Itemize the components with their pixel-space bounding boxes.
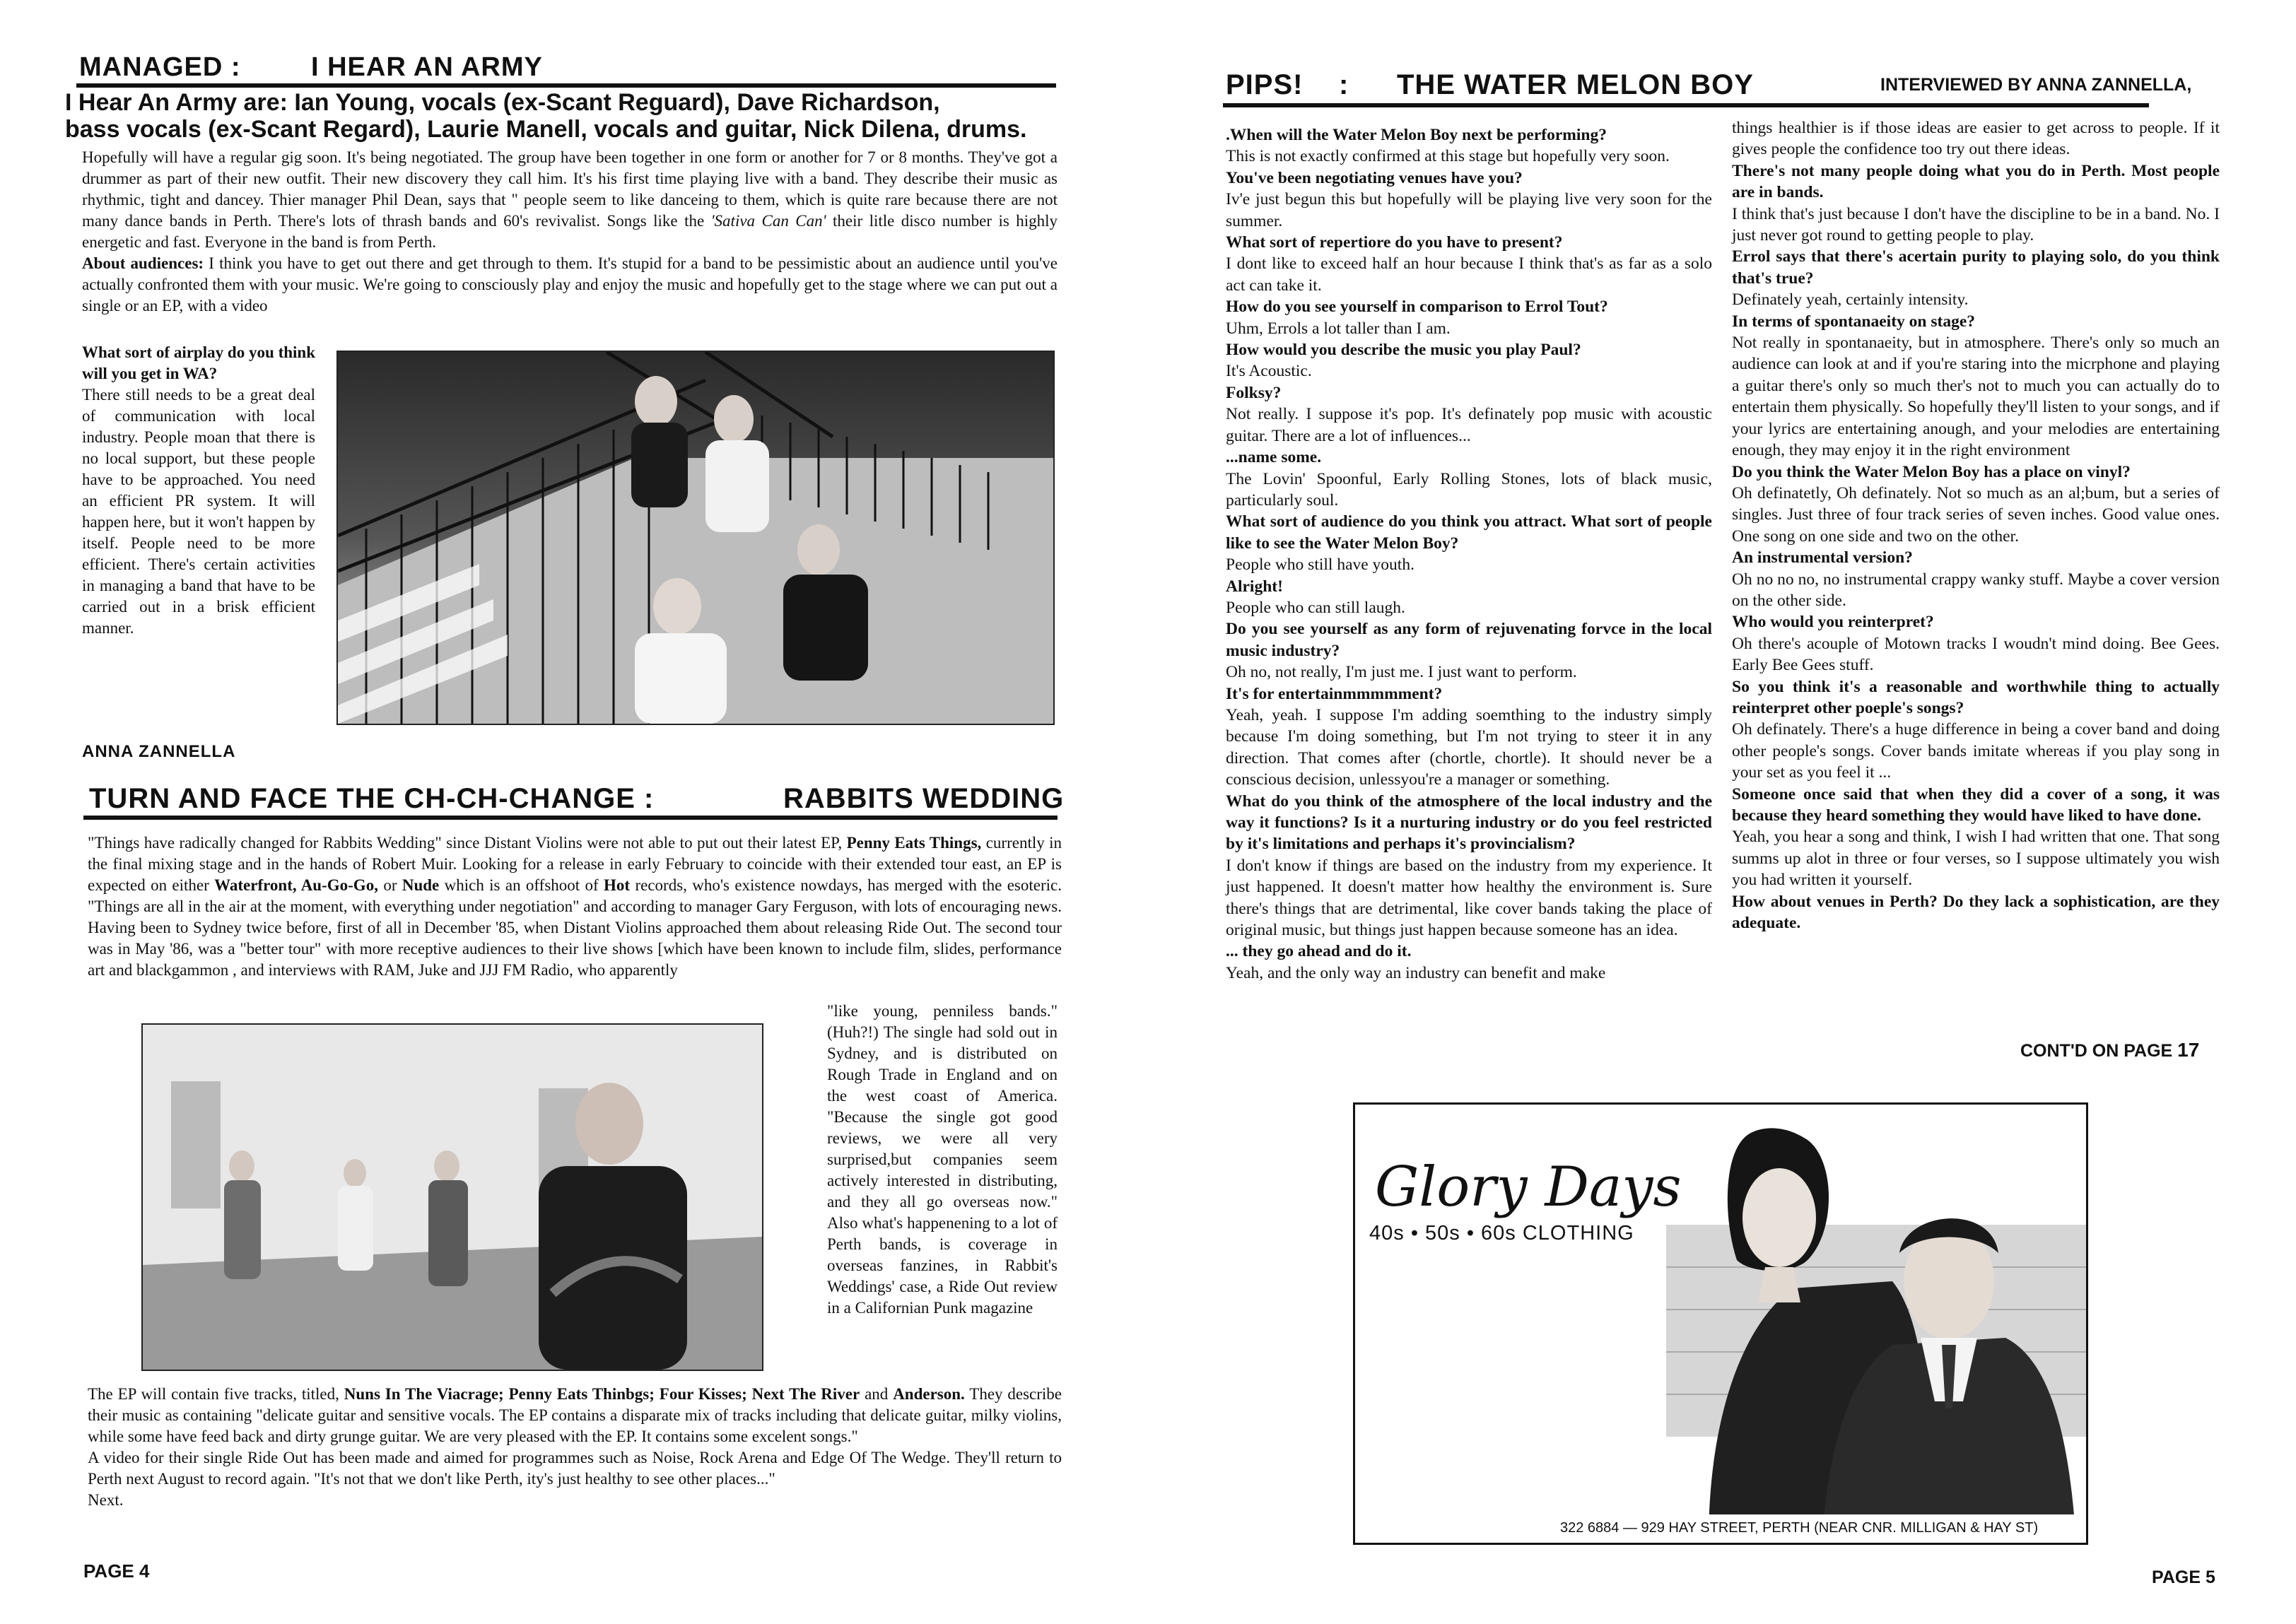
interview-answer: Yeah, yeah. I suppose I'm adding soemthing to the industry simply because I'm doing something, but I'm not trying to steer it in any direction. That comes after (chortle, chortle). It should never be a conscious decision, unlessyou're a manager or something. — [1226, 705, 1712, 789]
interview-answer: Iv'e just begun this but hopefully will be playing live very soon for the summer. — [1226, 190, 1712, 230]
interview-question: ... they go ahead and do it. — [1226, 942, 1412, 961]
ad-address: 322 6884 — 929 HAY STREET, PERTH (NEAR CNR. MILLIGAN & HAY ST) — [1560, 1520, 2039, 1536]
header-rule-2 — [83, 816, 1058, 820]
interview-question: Who would you reinterpret? — [1732, 613, 1934, 632]
photo-illustration-2 — [143, 1025, 762, 1370]
continued-label: CONT'D ON PAGE — [2020, 1041, 2173, 1061]
interview-question: Folksy? — [1226, 383, 1282, 402]
section-label-managed: MANAGED : — [79, 52, 241, 82]
band-photo-stairs — [336, 351, 1055, 725]
header-rule — [76, 83, 1056, 88]
interview-answer: Oh no no no, no instrumental crappy wanky stuff. Maybe a cover version on the other side. — [1732, 570, 2220, 610]
page-number-right: PAGE 5 — [2152, 1567, 2215, 1587]
ad-title: Glory Days — [1375, 1155, 1682, 1219]
interview-question: ...name some. — [1226, 448, 1322, 467]
article-title-army: I HEAR AN ARMY — [311, 52, 543, 82]
continued-page: 17 — [2177, 1039, 2200, 1061]
interview-answer: Uhm, Errols a lot taller than I am. — [1226, 319, 1451, 338]
interview-question: There's not many people doing what you do in Perth. Most people are in bands. — [1732, 161, 2220, 202]
interview-column-1 — [1226, 124, 1712, 984]
interview-question: What do you think of the atmosphere of the local industry and the way it functions? Is it a nurturing industry or do you feel restricted by it's limitations and perhaps it's provincialism? — [1226, 792, 1712, 854]
continued-note — [2020, 1039, 2199, 1061]
rabbits-video-para: A video for their single Ride Out has been made and aimed for programmes such as Noise, Rock Arena and Edge Of The Wedge. They'll return to Perth next August to record again. "It's not that we don't like Perth, ity's just healthy to see other places..." — [88, 1449, 1062, 1488]
article-title-rabbits-left: TURN AND FACE THE CH-CH-CHANGE : — [89, 783, 655, 814]
interview-byline: INTERVIEWED BY ANNA ZANNELLA, — [1880, 75, 2192, 95]
interview-answer: People who still have youth. — [1226, 555, 1414, 575]
interview-question: How would you describe the music you play Paul? — [1226, 341, 1581, 360]
interview-answer: Oh definately. There's a huge difference in being a cover band and doing other people's songs. Cover bands imitate whereas if you play song in your set as you feel it ... — [1732, 720, 2220, 782]
rabbits-para-1: "Things have radically changed for Rabbits Wedding" since Distant Violins were not able to put out their latest EP, Penny Eats Things, currently in the final mixing stage and in the hands of Robert Muir. Looking for a release in early February to coincide with their extended tour east, an EP is expected on either Waterfront, Au-Go-Go, or Nude which is an offshoot of Hot records, who's existence nowdays, has merged with the esoteric. "Things are all in the air at the moment, with everything under negotiation" and according to manager Gary Ferguson, with lots of encouraging news. Having been to Sydney twice before, first of all in December '85, when Distant Violins approached them about releasing Ride Out. The second tour was in May '86, was a "better tour" with more receptive audiences to their live shows [which have been known to include film, slides, performance art and blackgammon , and interviews with RAM, Juke and JJJ FM Radio, who apparently — [88, 834, 1062, 979]
interview-answer: It's Acoustic. — [1226, 362, 1312, 381]
interview-question: Do you think the Water Melon Boy has a place on vinyl? — [1732, 462, 2131, 481]
glory-days-ad — [1353, 1102, 2088, 1545]
army-airplay — [82, 342, 315, 639]
interview-answer: Oh definatetly, Oh definately. Not so much as an al;bum, but a series of singles. Just three of four track series of seven inches. Good value ones. One song on one side and two on the other. — [1732, 483, 2220, 546]
interview-question: Errol says that there's acertain purity to playing solo, do you think that's true? — [1732, 247, 2220, 288]
interview-question: How about venues in Perth? Do they lack a sophistication, are they adequate. — [1732, 892, 2220, 933]
interview-question: What sort of audience do you think you attract. What sort of people like to see the Water Melon Boy? — [1226, 512, 1712, 553]
interview-answer: The Lovin' Spoonful, Early Rolling Stones, lots of black music, particularly soul. — [1226, 469, 1712, 510]
interview-question: How do you see yourself in comparison to Errol Tout? — [1226, 298, 1608, 317]
ad-tagline: 40s • 50s • 60s CLOTHING — [1369, 1222, 1634, 1245]
article-title-watermelon: THE WATER MELON BOY — [1397, 69, 1754, 100]
interview-answer: Yeah, and the only way an industry can benefit and make — [1226, 963, 1606, 982]
army-lineup — [65, 89, 1069, 143]
interview-question: .When will the Water Melon Boy next be performing? — [1226, 126, 1607, 144]
interview-question: It's for entertainmmmmment? — [1226, 684, 1443, 703]
page-number-left: PAGE 4 — [83, 1560, 150, 1582]
interview-answer: I dont like to exceed half an hour because I think that's as far as a solo act can take it. — [1226, 254, 1712, 295]
lineup-line-2: bass vocals (ex-Scant Regard), Laurie Manell, vocals and guitar, Nick Dilena, drums. — [65, 116, 1027, 143]
interview-answer: Not really in spontanaeity, but in atmosphere. There's only so much an audience can look at and if you're staring into the micrphone and playing a guitar there's only so much ther's not to much you can actually do to entertain them physically. So hopefully they'll listen to your songs, and if your lyrics are entertaining anough, and your melodies are entertaining enough, they may enjoy it in the right environment — [1732, 334, 2220, 460]
interview-answer: This is not exactly confirmed at this stage but hopefully very soon. — [1226, 147, 1670, 166]
interview-answer: things healthier is if those ideas are easier to get across to people. If it gives people the confidence too try out there ideas. — [1732, 119, 2220, 159]
interview-question: In terms of spontanaeity on stage? — [1732, 312, 1976, 331]
header-rule-3 — [1223, 103, 2149, 107]
interview-question: You've been negotiating venues have you? — [1226, 168, 1523, 187]
interview-answer: Oh there's acouple of Motown tracks I woudn't mind doing. Bee Gees. Early Bee Gees stuff. — [1732, 634, 2220, 675]
interview-answer: Oh no, not really, I'm just me. I just want to perform. — [1226, 663, 1577, 682]
interview-column-2 — [1732, 117, 2220, 934]
song-title: 'Sativa Can Can' — [710, 212, 826, 230]
army-intro: Hopefully will have a regular gig soon. It's being negotiated. The group have been together in one form or another for 7 or 8 months. They've got a drummer as part of their new outfit. Their new discovery they call him. It's his first time playing live with a band. They describe their music as rhythmic, tight and dancey. Thier manager Phil Dean, says that " people seem to like danceing to them, which is quite rare because there are not many dance bands in Perth. There's lots of thrash bands and 60's revivalist. Songs like the 'Sativa Can Can' their litle disco number is highly energetic and fast. Everyone in the band is from Perth. About audiences: I think you have to get out there and get through to them. It's stupid for a band to be pessimistic about an audience until you've actually confronted them with your music. We're going to consciously play and enjoy the music and hopefully get to the stage where we can put out a single or an EP, with a video — [82, 148, 1058, 314]
interview-answer: People who can still laugh. — [1226, 598, 1405, 617]
rabbits-next: Next. — [88, 1491, 124, 1509]
lineup-line-1: I Hear An Army are: Ian Young, vocals (ex-Scant Reguard), Dave Richardson, — [65, 89, 940, 116]
interview-question: An instrumental version? — [1732, 548, 1913, 567]
rabbits-ep-para: The EP will contain five tracks, titled, Nuns In The Viacrage; Penny Eats Thinbgs; Four Kisses; Next The River and Anderson. They describe their music as containing "delicate guitar and sensitive vocals. The EP contains a disparate mix of tracks including that delicate guitar, milky violins, while some have feed back and dirty grunge guitar. We are very pleased with the EP. It contains some excelent songs." A video for their single Ride Out has been made and aimed for programmes such as Noise, Rock Arena and Edge Of The Wedge. They'll return to Perth next August to record again. "It's not that we don't like Perth, ity's just healthy to see other places..." Next. — [88, 1384, 1062, 1511]
interview-answer: I think that's just because I don't have the discipline to be in a band. No. I just never got round to getting people to play. — [1732, 204, 2220, 245]
section-label-pips: PIPS! — [1226, 69, 1304, 100]
interview-question: What sort of repertiore do you have to present? — [1226, 233, 1563, 252]
interview-question: Someone once said that when they did a cover of a song, it was because they heard something they would have liked to have done. — [1732, 784, 2220, 825]
interview-answer: Definately yeah, certainly intensity. — [1732, 290, 1969, 310]
answer: There still needs to be a great deal of communication with local industry. People moan that there is no local support, but these people have to be approached. You need an efficient PR system. It will happen here, but it won't happen by itself. People need to be more efficient. There's certain activities in managing a band that have to be carried out in a brisk efficient manner. — [82, 386, 315, 637]
photo-illustration — [338, 352, 1053, 724]
question: What sort of airplay do you think will you get in WA? — [82, 343, 315, 382]
page-5 — [1148, 0, 2296, 1624]
interview-question: Alright! — [1226, 577, 1283, 596]
header-colon: : — [1339, 69, 1349, 100]
army-byline: ANNA ZANNELLA — [82, 742, 236, 761]
interview-answer: Yeah, you hear a song and think, I wish I had written that one. That song summs up alot in three or four verses, so I suppose ultimately you wish you had written it yourself. — [1732, 828, 2220, 890]
interview-answer: I don't know if things are based on the industry from my experience. It just happened. It doesn't matter how healthy the environment is. Sure there's things that are detrimental, like cover bands taking the place of original music, but things just happen because someone has an idea. — [1226, 856, 1712, 940]
article-title-rabbits-right: RABBITS WEDDING — [783, 783, 1065, 814]
interview-answer: Not really. I suppose it's pop. It's definately pop music with acoustic guitar. There are a lot of influences... — [1226, 405, 1712, 445]
rabbits-photo — [141, 1023, 763, 1371]
rabbits-sidebar-text: "like young, penniless bands." (Huh?!) The single had sold out in Sydney, and is distributed on Rough Trade in England and on the west coast of America. "Because the single got good reviews, we were all very surprised,but companies seem actively interested in distributing, and they all go overseas now." Also what's happenening to a lot of Perth bands, is coverage in overseas fanzines, in Rabbit's Weddings' case, a Ride Out review in a Californian Punk magazine — [827, 1002, 1058, 1317]
interview-question: So you think it's a reasonable and worthwhile thing to actually reinterpret other poeple's songs? — [1732, 677, 2220, 717]
interview-question: Do you see yourself as any form of rejuvenating forvce in the local music industry? — [1226, 620, 1712, 660]
